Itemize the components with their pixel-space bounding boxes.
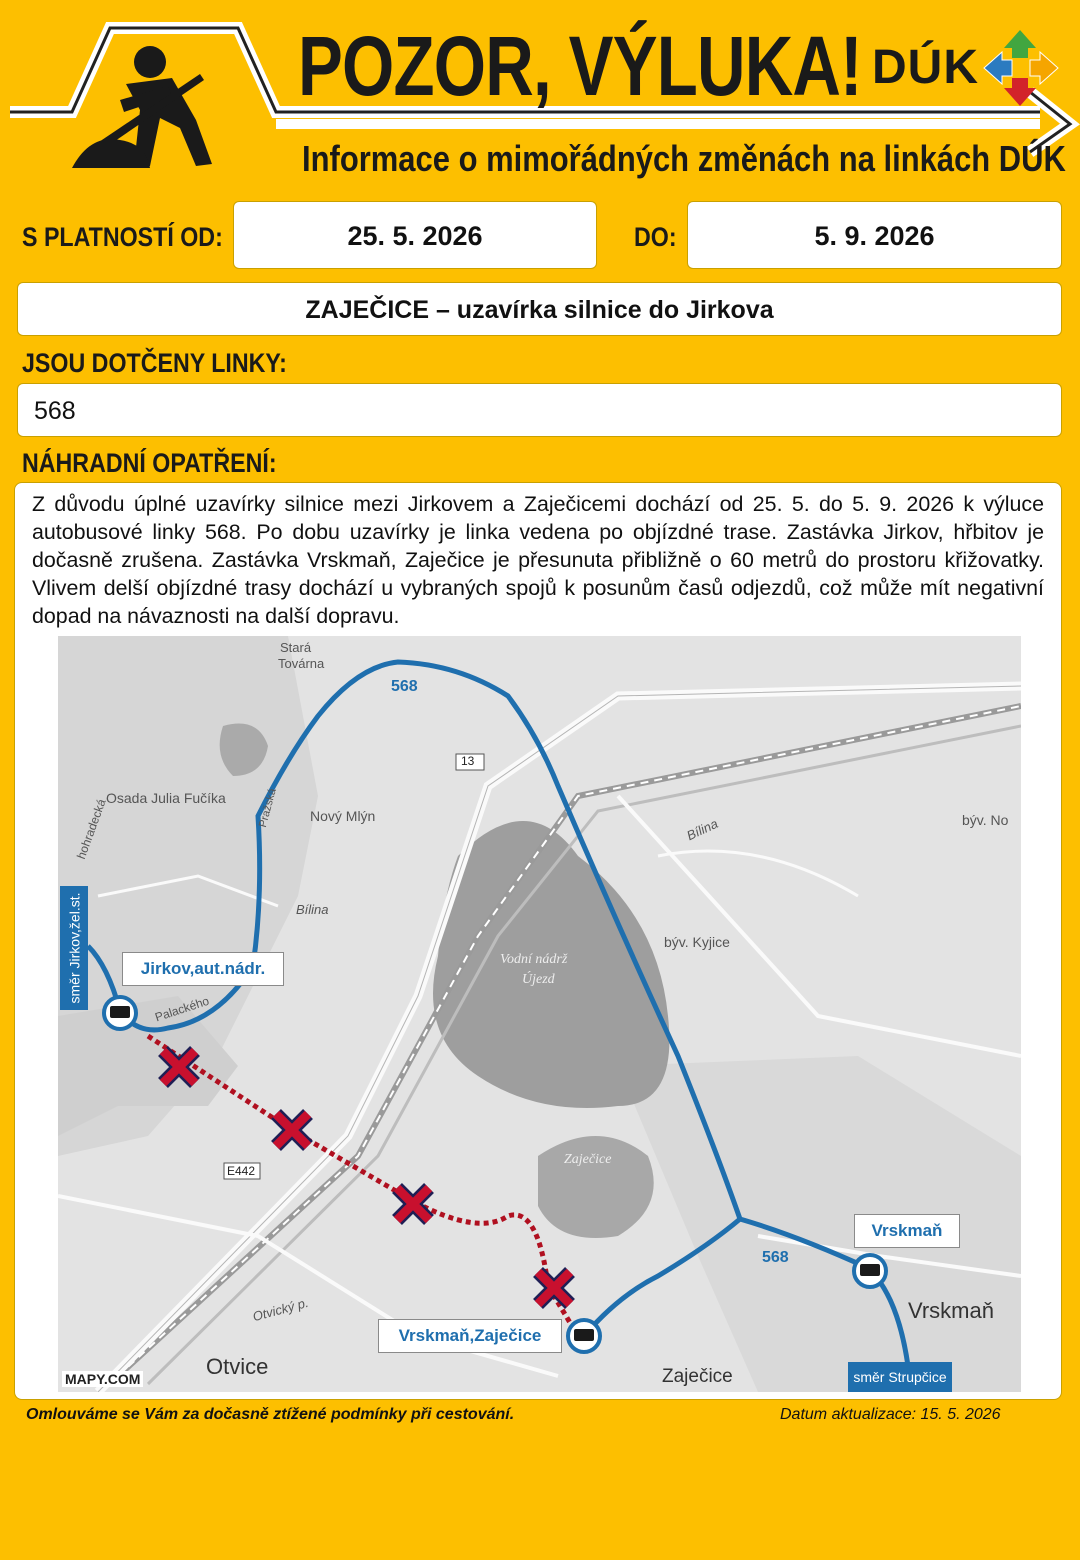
- notice-title: ZAJEČICE – uzavírka silnice do Jirkova: [305, 296, 774, 324]
- lines-box: [17, 383, 1062, 437]
- label-nadrz-2: Újezd: [522, 972, 555, 987]
- header: [0, 0, 1080, 190]
- label-vrskman-town: Vrskmaň: [908, 1298, 994, 1323]
- label-novy-mlyn: Nový Mlýn: [310, 808, 376, 824]
- page-subtitle: Informace o mimořádných změnách na linkách DÚK: [302, 138, 1066, 179]
- direction-jirkov: [60, 886, 88, 1010]
- notice-title-box: [17, 282, 1062, 336]
- label-byv-kyjice: býv. Kyjice: [664, 934, 730, 950]
- map-graphic: [58, 636, 1021, 1392]
- stop-vrskman-zajecice: Vrskmaň,Zaječice: [378, 1319, 562, 1353]
- label-stara: Stará: [280, 640, 312, 655]
- measures-label: NÁHRADNÍ OPATŘENÍ:: [22, 448, 277, 478]
- label-nadrz-1: Vodní nádrž: [500, 952, 568, 967]
- duk-logo-text: DÚK: [872, 41, 979, 94]
- valid-to-label: DO:: [634, 222, 677, 252]
- label-otvicky: Otvický p.: [251, 1294, 311, 1325]
- valid-to-value: 5. 9. 2026: [814, 221, 935, 251]
- stop-vrskman: Vrskmaň: [854, 1214, 960, 1248]
- label-palackeho: Palackého: [153, 993, 211, 1025]
- direction-strupcice: směr Strupčice: [848, 1362, 952, 1392]
- label-zajecice: Zaječice: [662, 1366, 733, 1387]
- label-road-e442: E442: [227, 1164, 256, 1178]
- valid-from-value: 25. 5. 2026: [347, 221, 483, 251]
- label-zajecice-lake: Zaječice: [564, 1152, 612, 1167]
- footer-updated: Datum aktualizace: 15. 5. 2026: [780, 1406, 1001, 1423]
- stop-jirkov: Jirkov,aut.nádr.: [122, 952, 284, 986]
- valid-from-label: S PLATNOSTÍ OD:: [22, 222, 223, 252]
- label-otvice: Otvice: [206, 1354, 269, 1379]
- measures-text: Z důvodu úplné uzavírky silnice mezi Jirkovem a Zaječicemi dochází od 25. 5. do 5. 9. 2026 k výluce autobusové linky 568. Po dobu uzavírky je linka vedena po objízdné trase. Zastávka Jirkov, hřbitov je dočasně zrušena. Zastávka Vrskmaň, Zaječice je přesunuta přibližně o 60 metrů do prostoru křižovatky. Vlivem delší objízdné trasy dochází u vybraných spojů k posunům časů odjezdů, což může mít negativní dopad na návaznosti na další dopravu.: [32, 492, 1044, 628]
- arrows-logo-icon: [984, 30, 1058, 106]
- label-osada: Osada Julia Fučíka: [106, 790, 226, 806]
- line-label-568-top: 568: [391, 678, 418, 695]
- lines-value: 568: [34, 397, 76, 425]
- label-bilina-2: Bílina: [684, 815, 721, 844]
- page-title: POZOR, VÝLUKA!: [298, 19, 862, 113]
- line-label-568-bottom: 568: [762, 1249, 789, 1266]
- label-road-13: 13: [461, 754, 475, 768]
- footer-apology: Omlouváme se Vám za dočasně ztížené podmínky při cestování.: [26, 1406, 515, 1423]
- mapy-logo: MAPY.COM: [62, 1371, 143, 1387]
- label-hradecka: hohradecká: [74, 797, 109, 861]
- route-map: [58, 636, 1021, 1392]
- valid-to-box: [687, 201, 1062, 269]
- label-bilina-1: Bílina: [296, 902, 329, 917]
- valid-from-box: [233, 201, 597, 269]
- lines-label: JSOU DOTČENY LINKY:: [22, 348, 287, 378]
- label-street: Pražská: [256, 787, 279, 829]
- label-byv-no: býv. No: [962, 812, 1009, 828]
- label-tovarna: Továrna: [278, 656, 325, 671]
- direction-jirkov-text: směr Jirkov,žel.st.: [66, 892, 83, 1004]
